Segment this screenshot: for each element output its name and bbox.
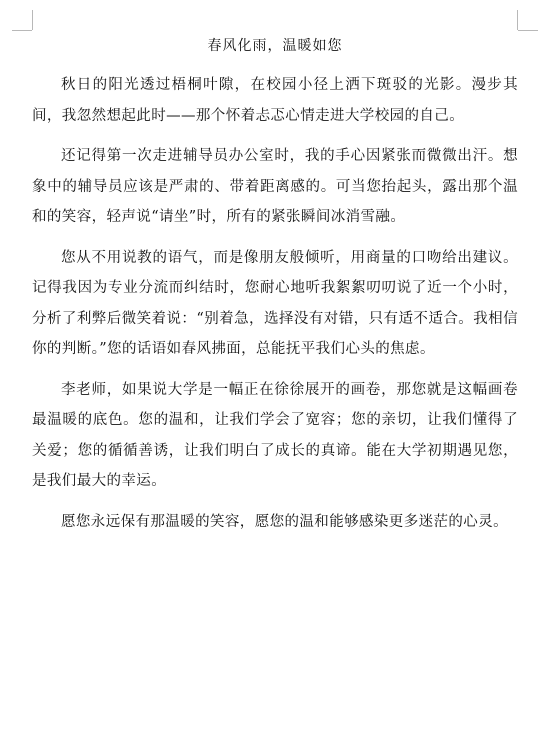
- paragraph-5: 愿您永远保有那温暖的笑容，愿您的温和能够感染更多迷茫的心灵。: [61, 513, 508, 530]
- paragraph-2: 还记得第一次走进辅导员办公室时，我的手心因紧张而微微出汗。想象中的辅导员应该是严肃的、带着距离感的。可当您抬起头，露出那个温和的笑容，轻声说“请坐”时，所有的紧张瞬间冰消雪融。: [32, 148, 518, 225]
- crop-mark-top-right: [518, 30, 538, 31]
- document-title: 春风化雨，温暖如您: [207, 38, 343, 54]
- paragraph-1: 秋日的阳光透过梧桐叶隙，在校园小径上洒下斑驳的光影。漫步其间，我忽然想起此时——那个怀着忐忑心情走进大学校园的自己。: [32, 77, 518, 124]
- document-body: [32, 36, 518, 547]
- crop-mark-top-left: [12, 30, 32, 31]
- paragraph-3: 您从不用说教的语气，而是像朋友般倾听，用商量的口吻给出建议。记得我因为专业分流而纠结时，您耐心地听我絮絮叨叨说了近一个小时，分析了利弊后微笑着说：“别着急，选择没有对错，只有适不适合。我相信你的判断。”您的话语如春风拂面，总能抚平我们心头的焦虑。: [32, 249, 518, 357]
- paragraph-4: 李老师，如果说大学是一幅正在徐徐展开的画卷，那您就是这幅画卷最温暖的底色。您的温和，让我们学会了宽容；您的亲切，让我们懂得了关爱；您的循循善诱，让我们明白了成长的真谛。能在大学初期遇见您，是我们最大的幸运。: [32, 381, 518, 489]
- crop-mark-top-left: [32, 10, 33, 30]
- crop-mark-top-right: [517, 10, 518, 30]
